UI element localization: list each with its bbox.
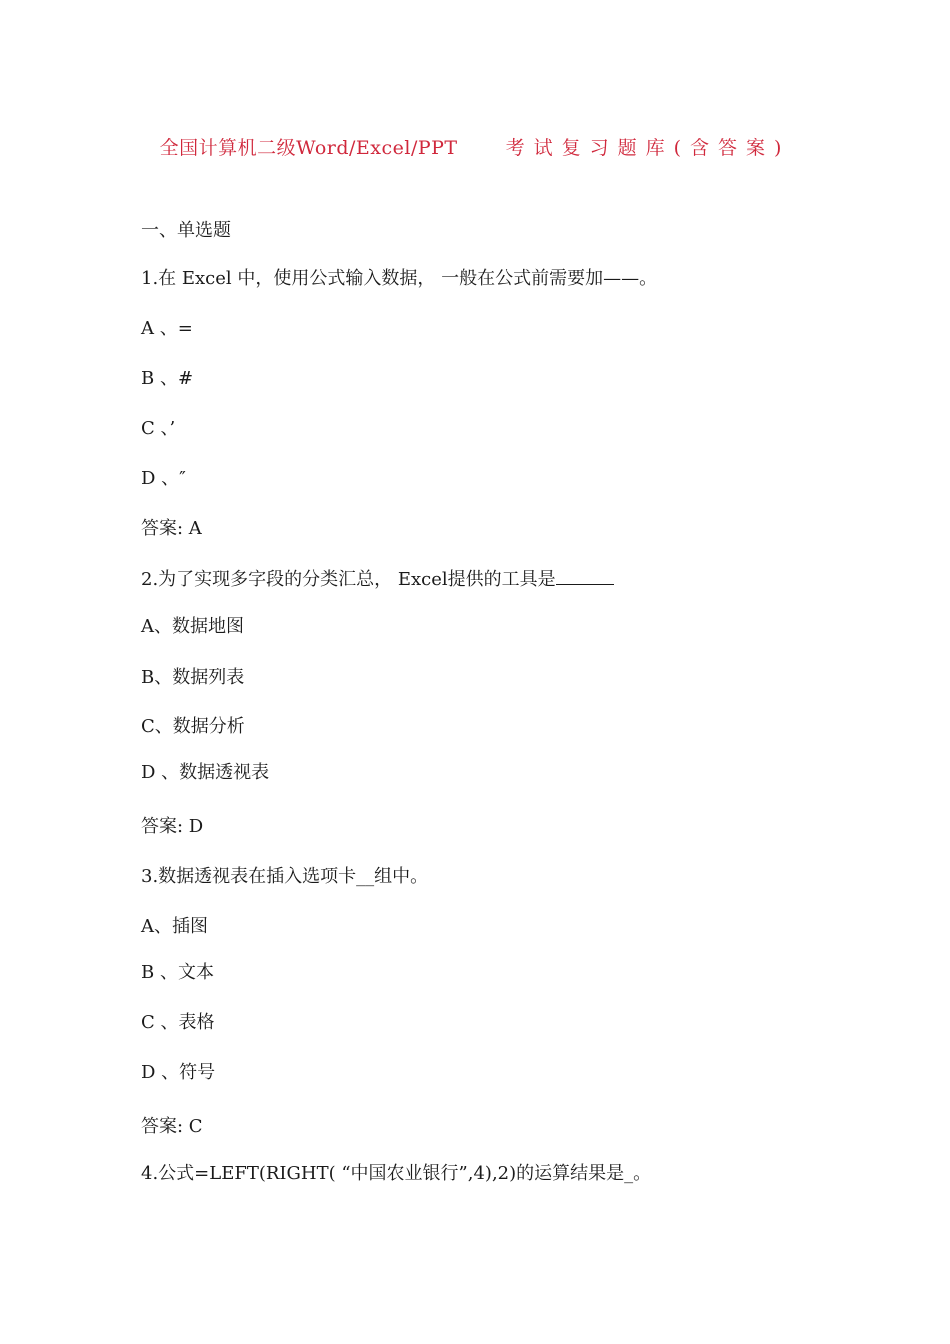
section-heading: 一、单选题: [141, 220, 231, 241]
question-1-option-d: D 、″: [141, 468, 186, 489]
question-3-stem: 3.数据透视表在插入选项卡__组中。: [141, 866, 429, 887]
answer-blank: [556, 566, 614, 585]
title-suffix: 考试复习题库(含答案): [505, 137, 791, 159]
question-3-option-b: B 、文本: [141, 962, 214, 983]
question-4-stem: 4.公式=LEFT(RIGHT( “中国农业银行”,4),2)的运算结果是_。: [141, 1163, 652, 1184]
question-2-stem-line: [141, 566, 614, 592]
question-1-option-b: B 、#: [141, 368, 194, 389]
question-3-option-a: A、插图: [141, 916, 208, 937]
document-title: [0, 135, 950, 161]
question-3-answer: 答案: C: [141, 1116, 203, 1137]
question-1-option-c: C 、’: [141, 418, 176, 439]
question-1-answer: 答案: A: [141, 518, 202, 539]
question-3-option-d: D 、符号: [141, 1062, 216, 1083]
question-2-answer: 答案: D: [141, 816, 204, 837]
question-2-option-d: D 、数据透视表: [141, 762, 270, 783]
question-2-stem: 2.为了实现多字段的分类汇总， Excel提供的工具是: [141, 569, 556, 590]
question-3-option-c: C 、表格: [141, 1012, 215, 1033]
question-1-stem: 1.在 Excel 中，使用公式输入数据， 一般在公式前需要加——。: [141, 268, 658, 289]
question-2-option-b: B、数据列表: [141, 667, 245, 688]
title-main: 全国计算机二级Word/Excel/PPT: [159, 137, 458, 159]
question-1-option-a: A 、=: [141, 318, 193, 339]
question-2-option-c: C、数据分析: [141, 716, 245, 737]
question-2-option-a: A、数据地图: [141, 616, 244, 637]
